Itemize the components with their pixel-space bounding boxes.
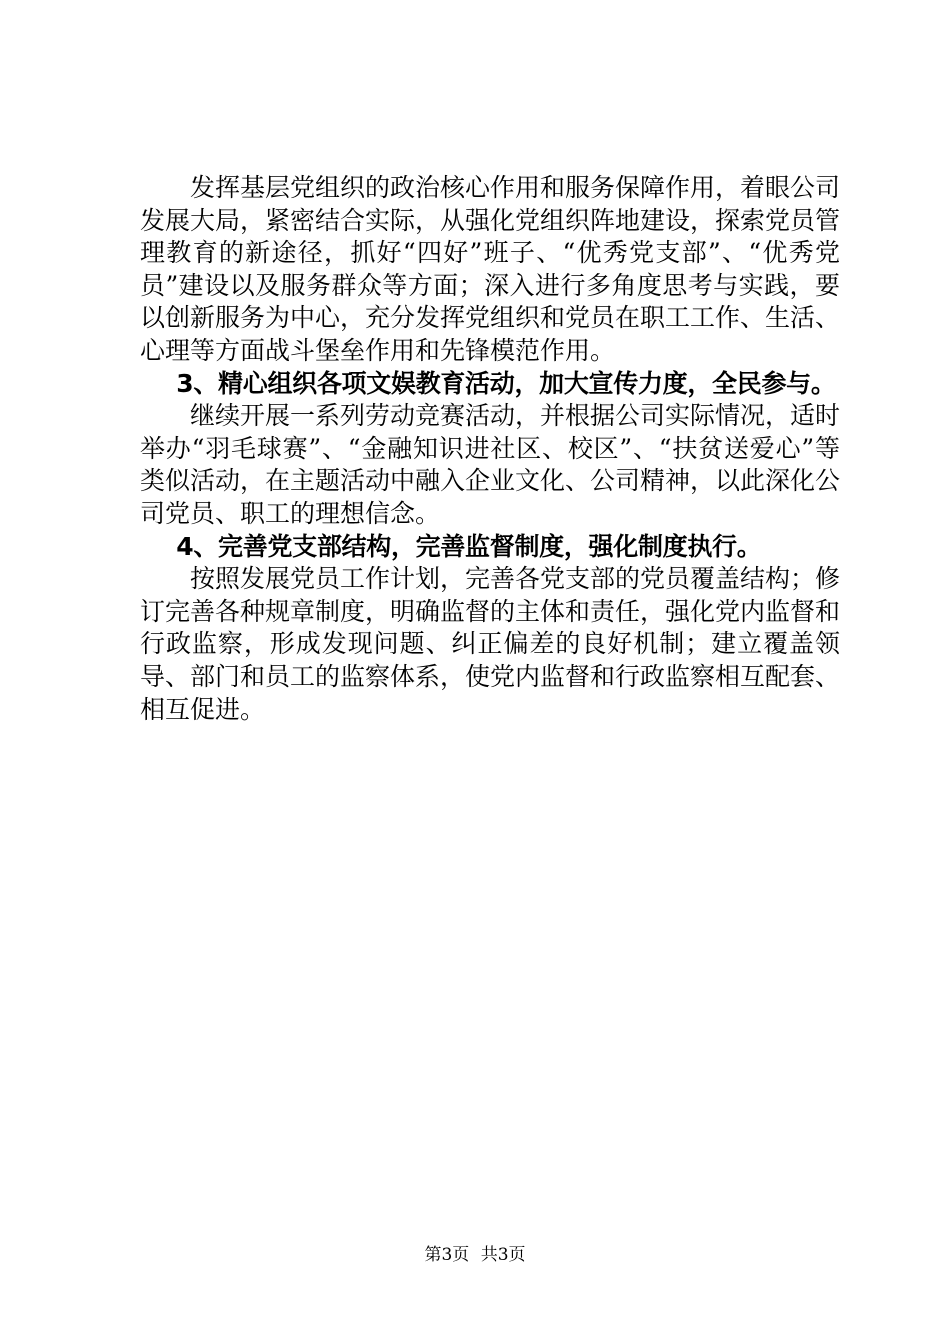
heading-section-4: 4、完善党支部结构，完善监督制度，强化制度执行。 [176,531,762,561]
page-number-current: 第3页 [424,1245,470,1265]
heading-section-3: 3、精心组织各项文娱教育活动，加大宣传力度，全民参与。 [176,368,836,398]
paragraph-party-role: 发挥基层党组织的政治核心作用和服务保障作用，着眼公司发展大局，紧密结合实际，从强化党组织阵地建设，探索党员管理教育的新途径，抓好“四好”班子、“优秀党支部”、“优秀党员”建设以及服务群众等方面；深入进行多角度思考与实践，要以创新服务为中心，充分发挥党组织和党员在职工工作、生活、心理等方面战斗堡垒作用和先锋模范作用。 [140,173,841,365]
document-body [140,172,840,726]
page-footer [0,1243,950,1267]
paragraph-activities: 继续开展一系列劳动竞赛活动，并根据公司实际情况，适时举办“羽毛球赛”、“金融知识进社区、校区”、“扶贫送爱心”等类似活动，在主题活动中融入企业文化、公司精神，以此深化公司党员、职工的理想信念。 [140,401,841,528]
page-number-total: 共3页 [480,1245,526,1265]
paragraph-supervision: 按照发展党员工作计划，完善各党支部的党员覆盖结构；修订完善各种规章制度，明确监督的主体和责任，强化党内监督和行政监察，形成发现问题、纠正偏差的良好机制；建立覆盖领导、部门和员工的监察体系，使党内监督和行政监察相互配套、相互促进。 [140,564,841,724]
